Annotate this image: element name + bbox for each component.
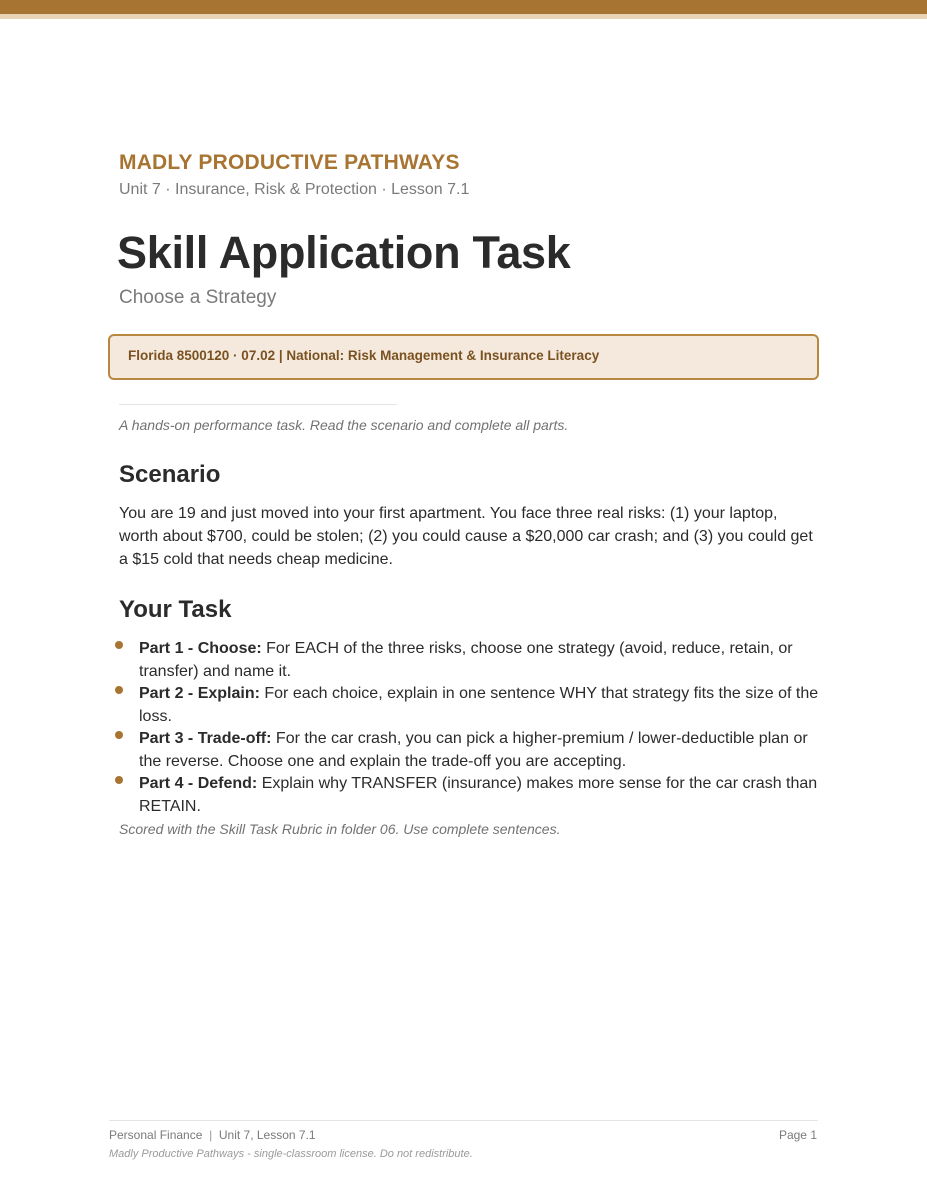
task-item-label: Part 1 - Choose: xyxy=(139,640,262,657)
brand-name: MADLY PRODUCTIVE PATHWAYS xyxy=(119,151,460,174)
task-item-text xyxy=(139,772,819,818)
bullet-icon xyxy=(115,686,123,694)
bullet-icon xyxy=(115,776,123,784)
task-item-label: Part 2 - Explain: xyxy=(139,685,260,702)
top-accent-stripe xyxy=(0,14,927,19)
task-heading: Your Task xyxy=(119,596,232,623)
footer-separator: | xyxy=(209,1128,213,1142)
bullet-icon xyxy=(115,641,123,649)
scenario-text: You are 19 and just moved into your first apartment. You face three real risks: (1) your laptop, worth about $700, could be stolen; (2) you could cause a $20,000 car crash; and (3) you could get a $15 cold that needs cheap medicine. xyxy=(119,505,813,568)
task-item-body: For EACH of the three risks, choose one strategy (avoid, reduce, retain, or transfer) and name it. xyxy=(139,640,793,680)
bullet-icon xyxy=(115,731,123,739)
unit-lesson-line: Unit 7 · Insurance, Risk & Protection · Lesson 7.1 xyxy=(119,181,470,198)
task-item-label: Part 4 - Defend: xyxy=(139,775,258,792)
standards-text: Florida 8500120 · 07.02 | National: Risk Management & Insurance Literacy xyxy=(128,348,600,363)
task-item-body: Explain why TRANSFER (insurance) makes more sense for the car crash than RETAIN. xyxy=(139,775,818,815)
footer-divider xyxy=(109,1120,818,1121)
list-item xyxy=(0,637,927,682)
scenario-heading: Scenario xyxy=(119,461,221,488)
task-item-body: For the car crash, you can pick a higher-premium / lower-deductible plan or the reverse. Choose one and explain the trade-off you are accepting. xyxy=(139,730,808,770)
task-item-text xyxy=(139,637,819,683)
task-item-body: For each choice, explain in one sentence WHY that strategy fits the size of the loss. xyxy=(139,685,819,725)
task-list xyxy=(0,637,927,817)
footer-course-info xyxy=(109,1128,316,1142)
list-item xyxy=(0,727,927,772)
footer-license: Madly Productive Pathways - single-classroom license. Do not redistribute. xyxy=(109,1148,473,1160)
standards-box xyxy=(108,334,819,380)
footer-lesson: Unit 7, Lesson 7.1 xyxy=(218,1128,316,1142)
list-item xyxy=(0,772,927,817)
page-number: Page 1 xyxy=(778,1128,817,1142)
list-item xyxy=(0,682,927,727)
page-subtitle: Choose a Strategy xyxy=(119,287,277,308)
task-item-text xyxy=(139,727,819,773)
section-divider xyxy=(119,404,397,405)
intro-text: A hands-on performance task. Read the scenario and complete all parts. xyxy=(119,417,569,433)
top-accent-bar xyxy=(0,0,927,14)
scoring-note: Scored with the Skill Task Rubric in folder 06. Use complete sentences. xyxy=(119,821,561,837)
page-title: Skill Application Task xyxy=(117,227,571,278)
task-item-label: Part 3 - Trade-off: xyxy=(139,730,272,747)
task-item-text xyxy=(139,682,819,728)
footer-course: Personal Finance xyxy=(109,1128,203,1142)
